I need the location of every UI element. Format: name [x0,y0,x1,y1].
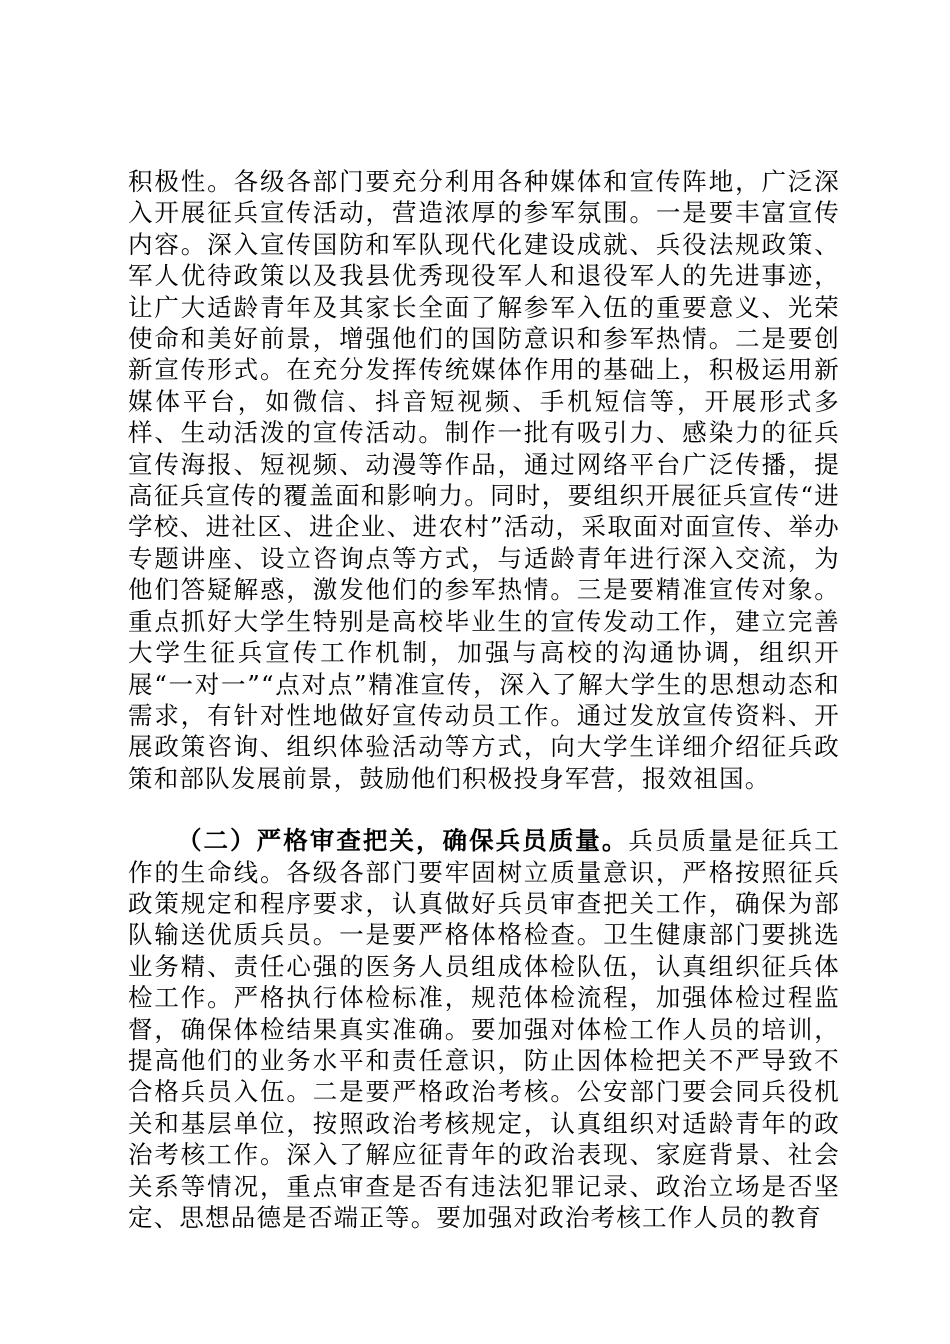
document-page [128,166,840,1233]
section-paragraph [128,825,840,1233]
section-body: 兵员质量是征兵工作的生命线。各级各部门要牢固树立质量意识，严格按照征兵政策规定和程序要求，认真做好兵员审查把关工作，确保为部队输送优质兵员。一是要严格体格检查。卫生健康部门要挑选业务精、责任心强的医务人员组成体检队伍，认真组织征兵体检工作。严格执行体检标准，规范体检流程，加强体检过程监督，确保体检结果真实准确。要加强对体检工作人员的培训，提高他们的业务水平和责任意识，防止因体检把关不严导致不合格兵员入伍。二是要严格政治考核。公安部门要会同兵役机关和基层单位，按照政治考核规定，认真组织对适龄青年的政治考核工作。深入了解应征青年的政治表现、家庭背景、社会关系等情况，重点审查是否有违法犯罪记录、政治立场是否坚定、思想品德是否端正等。要加强对政治考核工作人员的教育 [128,826,840,1232]
paragraph-spacer [128,794,840,825]
section-heading: （二）严格审查把关，确保兵员质量。 [177,826,629,856]
body-paragraph: 积极性。各级各部门要充分利用各种媒体和宣传阵地，广泛深入开展征兵宣传活动，营造浓厚的参军氛围。一是要丰富宣传内容。深入宣传国防和军队现代化建设成就、兵役法规政策、军人优待政策以及我县优秀现役军人和退役军人的先进事迹，让广大适龄青年及其家长全面了解参军入伍的重要意义、光荣使命和美好前景，增强他们的国防意识和参军热情。二是要创新宣传形式。在充分发挥传统媒体作用的基础上，积极运用新媒体平台，如微信、抖音短视频、手机短信等，开展形式多样、生动活泼的宣传活动。制作一批有吸引力、感染力的征兵宣传海报、短视频、动漫等作品，通过网络平台广泛传播，提高征兵宣传的覆盖面和影响力。同时，要组织开展征兵宣传“进学校、进社区、进企业、进农村”活动，采取面对面宣传、举办专题讲座、设立咨询点等方式，与适龄青年进行深入交流，为他们答疑解惑，激发他们的参军热情。三是要精准宣传对象。重点抓好大学生特别是高校毕业生的宣传发动工作，建立完善大学生征兵宣传工作机制，加强与高校的沟通协调，组织开展“一对一”“点对点”精准宣传，深入了解大学生的思想动态和需求，有针对性地做好宣传动员工作。通过发放宣传资料、开展政策咨询、组织体验活动等方式，向大学生详细介绍征兵政策和部队发展前景，鼓励他们积极投身军营，报效祖国。 [128,167,840,793]
